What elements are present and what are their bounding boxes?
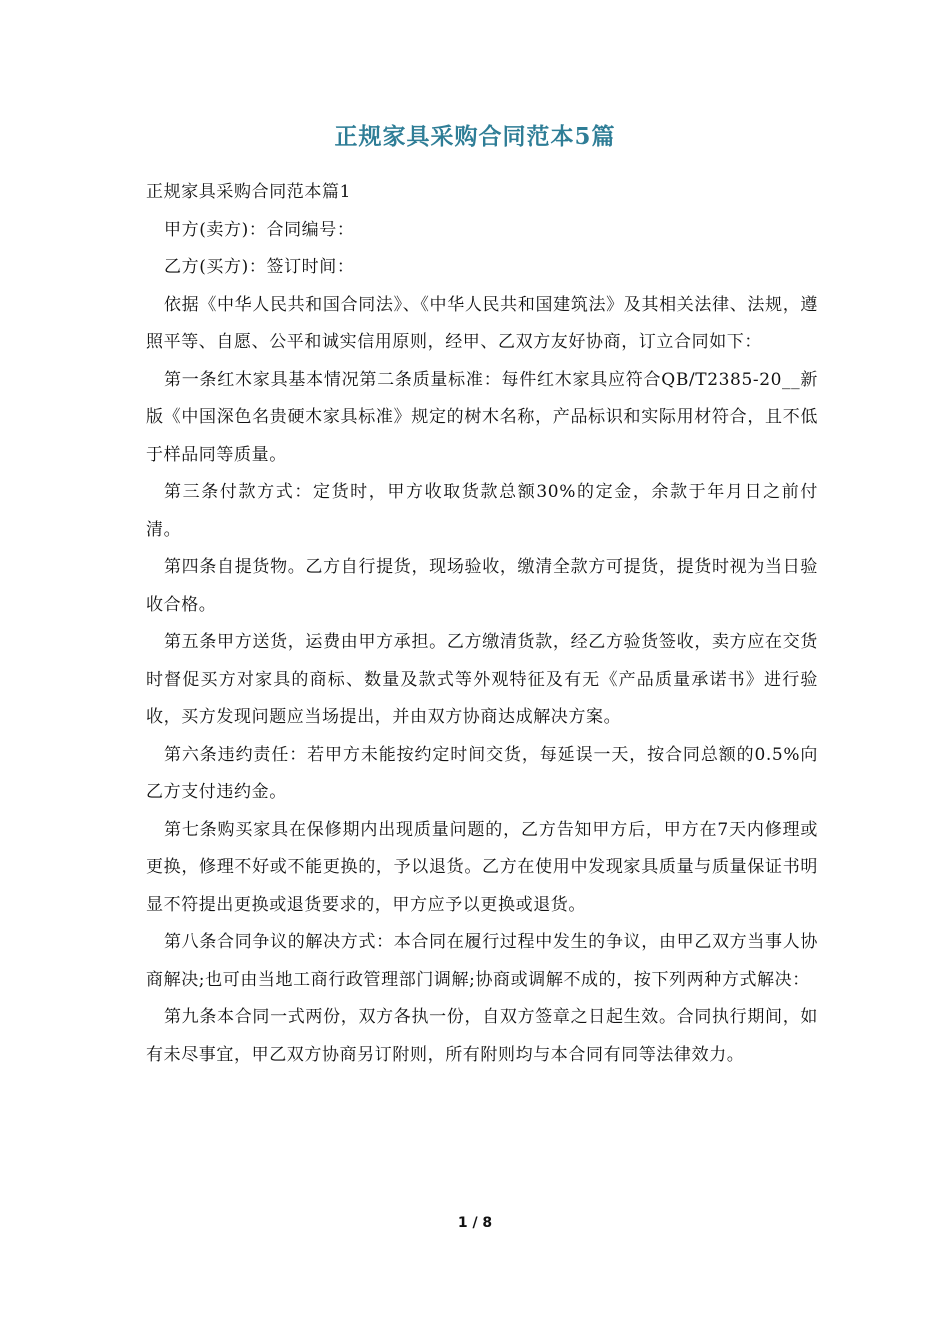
paragraph-article-9: 第九条本合同一式两份，双方各执一份，自双方签章之日起生效。合同执行期间，如有未尽事宜，甲乙双方协商另订附则，所有附则均与本合同有同等法律效力。: [146, 1007, 818, 1065]
paragraph-article-5: 第五条甲方送货，运费由甲方承担。乙方缴清货款，经乙方验货签收，卖方应在交货时督促买方对家具的商标、数量及款式等外观特征及有无《产品质量承诺书》进行验收，买方发现问题应当场提出，并由双方协商达成解决方案。: [146, 632, 818, 727]
document-title: 正规家具采购合同范本5篇: [334, 123, 616, 150]
paragraph-buyer: 乙方(买方)：签订时间：: [164, 257, 355, 277]
paragraph-article-1-2: 第一条红木家具基本情况第二条质量标准：每件红木家具应符合QB/T2385-20__新版《中国深色名贵硬木家具标准》规定的树木名称，产品标识和实际用材符合，且不低于样品同等质量。: [146, 369, 818, 465]
paragraph-seller: 甲方(卖方)：合同编号：: [164, 219, 355, 240]
section-heading: 正规家具采购合同范本篇1: [146, 182, 352, 202]
paragraph-article-3: 第三条付款方式：定货时，甲方收取货款总额30%的定金，余款于年月日之前付清。: [146, 482, 818, 540]
paragraph-basis: 依据《中华人民共和国合同法》、《中华人民共和国建筑法》及其相关法律、法规，遵照平等、自愿、公平和诚实信用原则，经甲、乙双方友好协商，订立合同如下：: [146, 294, 818, 352]
paragraph-article-4: 第四条自提货物。乙方自行提货，现场验收，缴清全款方可提货，提货时视为当日验收合格。: [146, 557, 818, 615]
paragraph-article-8: 第八条合同争议的解决方式：本合同在履行过程中发生的争议，由甲乙双方当事人协商解决;也可由当地工商行政管理部门调解;协商或调解不成的，按下列两种方式解决：: [146, 932, 818, 990]
document-body: [146, 174, 818, 1074]
page-number: 1 / 8: [457, 1215, 493, 1231]
paragraph-article-7: 第七条购买家具在保修期内出现质量问题的，乙方告知甲方后，甲方在7天内修理或更换，修理不好或不能更换的，予以退货。乙方在使用中发现家具质量与质量保证书明显不符提出更换或退货要求的，甲方应予以更换或退货。: [146, 819, 818, 915]
paragraph-article-6: 第六条违约责任：若甲方未能按约定时间交货，每延误一天，按合同总额的0.5%向乙方支付违约金。: [146, 744, 818, 802]
